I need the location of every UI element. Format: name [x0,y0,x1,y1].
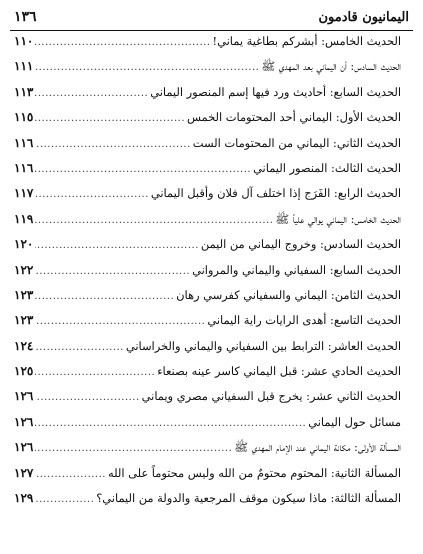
dot-leader [35,291,174,302]
toc-entry-page: ١٢٠ [14,237,34,252]
toc-entry [14,288,401,313]
toc-entry-title: الحديث الرابع: الفَرَج إذا اختلف آل فلان وأقبل اليماني [150,186,401,201]
toc-entry-title: الحديث السادس: وخروج اليماني من اليمن [200,237,401,252]
toc-entry-page: ١٢٦ [14,440,34,455]
toc-entry-title: الحديث الثامن: اليماني والسفياني كفرسي رهان [176,287,401,302]
toc-entry-title: الحديث الثاني: اليماني من المحتومات الست [192,135,401,150]
dot-leader [35,443,232,454]
toc-entry-title: الحديث الأول: اليماني أحد المحتومات الخمس [187,110,401,125]
toc-entry [14,415,401,440]
toc-entry [14,339,401,364]
dot-leader [35,88,148,99]
dot-leader [35,215,273,226]
dot-leader [35,342,124,353]
dot-leader [35,367,155,378]
toc-entry [14,237,401,262]
toc-entry-title: مسائل حول اليماني [308,414,401,429]
toc-entry-page: ١١٦ [14,135,34,150]
toc-entry [14,440,401,465]
toc-entry-title: الحديث التاسع: أهدى الرايات راية اليماني [207,313,401,328]
toc-entry-title: الحديث العاشر: الترابط بين السفياني واليماني والخراساني [125,338,401,353]
dot-leader [35,113,185,124]
toc-entry-title: المسألة الأولى: مكانة اليماني عند الإمام المهدي ﷺ [234,440,401,455]
table-of-contents [14,34,401,516]
dot-leader [35,494,94,505]
toc-entry-page: ١٢٦ [14,389,34,404]
dot-leader [35,139,190,150]
dot-leader [35,266,190,277]
toc-entry [14,364,401,389]
toc-entry-page: ١١٣ [14,84,34,99]
toc-entry-page: ١٢٧ [14,465,34,480]
dot-leader [35,164,251,175]
toc-entry-page: ١١٠ [14,34,34,48]
dot-leader [35,240,199,251]
toc-entry-page: ١١٩ [14,211,34,226]
toc-entry-page: ١٢٣ [14,313,34,328]
toc-entry [14,313,401,338]
toc-entry [14,59,401,84]
running-title: اليمانيون قادمون [318,9,409,25]
dot-leader [35,316,205,327]
toc-entry [14,491,401,516]
toc-entry-title: الحديث السابع: أحاديث ورد فيها إسم المنصور اليماني [150,84,401,99]
toc-entry-title: الحديث الثالث: المنصور اليماني [253,160,401,175]
toc-entry-page: ١٢٩ [14,491,34,506]
toc-entry [14,136,401,161]
toc-entry-page: ١١٥ [14,110,34,125]
toc-entry-title: المسألة الثانية: المحتوم محتومٌ من الله وليس محتوماً على الله [107,465,401,480]
toc-entry-title: الحديث الخامس: اليماني يوالي علياً ﷺ [275,211,401,226]
toc-entry [14,161,401,186]
toc-entry-title: الحديث الثاني عشر: يخرج قبل السفياني مصري ويماني [141,389,401,404]
toc-entry [14,85,401,110]
toc-entry [14,389,401,414]
dot-leader [35,392,139,403]
toc-entry-title: الحديث السابع: السفياني واليماني والمرواني [192,262,401,277]
toc-entry [14,34,401,59]
page-header [14,6,409,28]
toc-entry-title: المسألة الثالثة: ماذا سيكون موقف المرجعية والدولة من اليماني؟ [96,491,401,506]
toc-entry-page: ١١٦ [14,160,34,175]
dot-leader [35,37,210,48]
toc-entry [14,466,401,491]
dot-leader [35,189,149,200]
dot-leader [35,469,106,480]
page-number: ١٣٦ [14,9,37,25]
toc-entry-page: ١٢٢ [14,262,34,277]
toc-entry-page: ١٢٤ [14,338,34,353]
header-rule [10,30,413,31]
dot-leader [35,418,306,429]
toc-entry-title: الحديث الخامس: أبشركم بطاغية يماني! [212,34,401,48]
toc-entry-page: ١١١ [14,59,34,74]
toc-entry-title: الحديث السادس: أن اليماني بعد المهدي ﷺ [261,59,401,74]
toc-entry-title: الحديث الحادي عشر: قبل اليماني كاسر عينه بصنعاء [157,364,401,379]
toc-entry-page: ١٢٥ [14,364,34,379]
toc-entry-page: ١١٧ [14,186,34,201]
toc-entry [14,263,401,288]
toc-entry [14,212,401,237]
toc-entry [14,186,401,211]
dot-leader [35,62,259,73]
toc-entry-page: ١٢٣ [14,287,34,302]
toc-entry-page: ١٢٦ [14,414,34,429]
toc-entry [14,110,401,135]
